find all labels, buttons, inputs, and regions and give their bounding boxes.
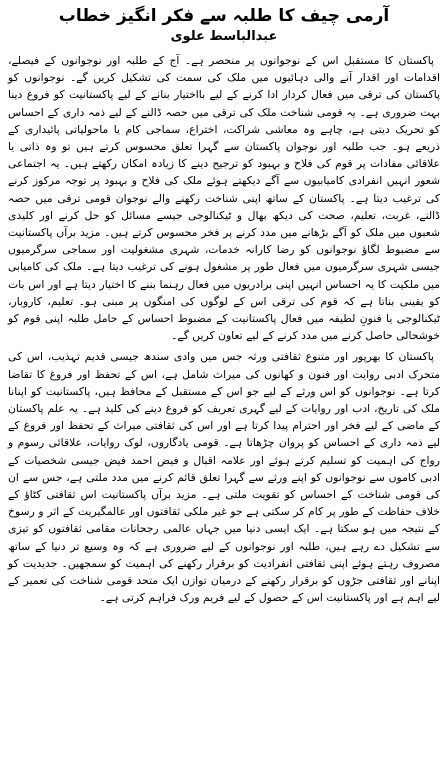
article-headline: آرمی چیف کا طلبہ سے فکر انگیز خطاب (58, 6, 390, 26)
article-paragraph: پاکستان کا مستقبل اس کے نوجوانوں پر منحصر ہے۔ آج کے طلبہ اور نوجوانوں کے فیصلے، اقدامات اور اقدار آنے والی دہائیوں میں ملک کی سمت کی تشکیل کریں گے۔ نوجوانوں کو پاکستان کی ترقی میں فعال کردار ادا کرنے کے لیے بااختیار بنانے کے لیے پاکستانیت کو فروغ دینا بہت ضروری ہے۔ یہ قومی شناخت ملک کی ترقی میں حصہ ڈالنے کے لیے ذمہ داری کے احساس کو تحریک دیتی ہے، چاہے وہ معاشی شراکت، اختراع، سماجی کام یا ماحولیاتی پائیداری کے ذریعے ہو۔ جب طلبہ اور نوجوان پاکستان سے گہرا تعلق محسوس کرتے ہیں تو وہ ذاتی یا علاقائی مفادات پر قوم کی فلاح و بہبود کو ترجیح دینے کا زیادہ امکان رکھتے ہیں۔ یہ اجتماعی شعور انہیں انفرادی کامیابیوں سے آگے دیکھتے ہوئے ملک کی فلاح و بہبود پر توجہ مرکوز کرنے کی ترغیب دیتا ہے۔ پاکستان کے ساتھ اپنی شناخت رکھنے والے نوجوان قومی ترقی میں حصہ ڈالنے، غربت، تعلیم، صحت کی دیکھ بھال و ٹیکنالوجی جیسے مسائل کو حل کرنے اور کلیدی شعبوں میں ملک کو آگے بڑھانے میں مدد کرنے پر فخر محسوس کرتے ہیں۔ مزید برآں پاکستانیت سے مضبوط لگاؤ نوجوانوں کو رضا کارانہ خدمات، شہری مشغولیت اور سماجی سرگرمیوں جیسی شہری سرگرمیوں میں فعال طور پر مشغول ہونے کی ترغیب دیتا ہے۔ ملک کی کامیابی میں ملکیت کا یہ احساس انہیں اپنی برادریوں میں فعال رہنما بننے کا اختیار دیتا ہے اور اس بات کو یقینی بناتا ہے کہ قوم کی ترقی اس کے لوگوں کی امنگوں پر مبنی ہو۔ تعلیم، کاروبار، ٹیکنالوجی یا فنونِ لطیفہ میں فعال پاکستانیت کے مضبوط احساس کے حامل طلبہ اپنی قوم کو خوشحالی حاصل کرنے میں مدد کرنے کے لیے تعاون کریں گے۔ (8, 54, 440, 343)
article-paragraph: پاکستان کا بھرپور اور متنوع ثقافتی ورثہ جس میں وادی سندھ جیسی قدیم تہذیب، اس کی متحرک ادبی روایت اور فنون و کھانوں کی میراث شامل ہے، اس کے تحفظ اور فروغ کا تقاضا کرتا ہے۔ نوجوانوں کو اس ورثے کے لیے جو اس کے مستقبل کے محافظ ہیں، پاکستانیت کو اپنانا ملک کی تاریخ، ادب اور روایات کے لیے گہری تعریف کو فروغ دینے کی کلید ہے۔ یہ علم پاکستان کے ماضی کے لیے فخر اور احترام پیدا کرتا ہے اور اس کی ثقافتی میراث کے تحفظ اور فروغ کے لیے ذمہ داری کے احساس کو پروان چڑھاتا ہے۔ قومی یادگاروں، لوک روایات، علاقائی رسوم و رواج کی اہمیت کو تسلیم کرتے ہوئے اور علامہ اقبال و فیض احمد فیض جیسی شخصیات کے ادبی کاموں سے نوجوانوں کو اپنے ورثے سے گہرا تعلق قائم کرنے میں مدد ملتی ہے، جس سے ان کی قومی شناخت کے احساس کو تقویت ملتی ہے۔ مزید برآں پاکستانیت اس ثقافتی کٹاؤ کے خلاف حفاظت کے طور پر کام کر سکتی ہے جو غیر ملکی ثقافتوں اور عالمگیریت کے اثر و رسوخ کے نتیجہ میں ہو سکتا ہے۔ ایک ایسی دنیا میں جہاں عالمی رجحانات مقامی ثقافتوں کو تیزی سے تشکیل دے رہے ہیں، طلبہ اور نوجوانوں کے لیے ضروری ہے کہ وہ وسیع تر دنیا کے ساتھ مصروف رہتے ہوئے اپنی ثقافتی انفرادیت کو برقرار رکھنے کی اہمیت کو سمجھیں۔ جدیدیت کو اپنانے اور ثقافتی جڑوں کو برقرار رکھنے کے درمیان توازن ایک متحد قومی شناخت کی تعمیر کے لیے اہم ہے اور پاکستانیت اس کے حصول کے لیے فریم ورک فراہم کرتی ہے۔ (8, 350, 440, 605)
article-author: عبدالباسط علوی (170, 29, 278, 44)
